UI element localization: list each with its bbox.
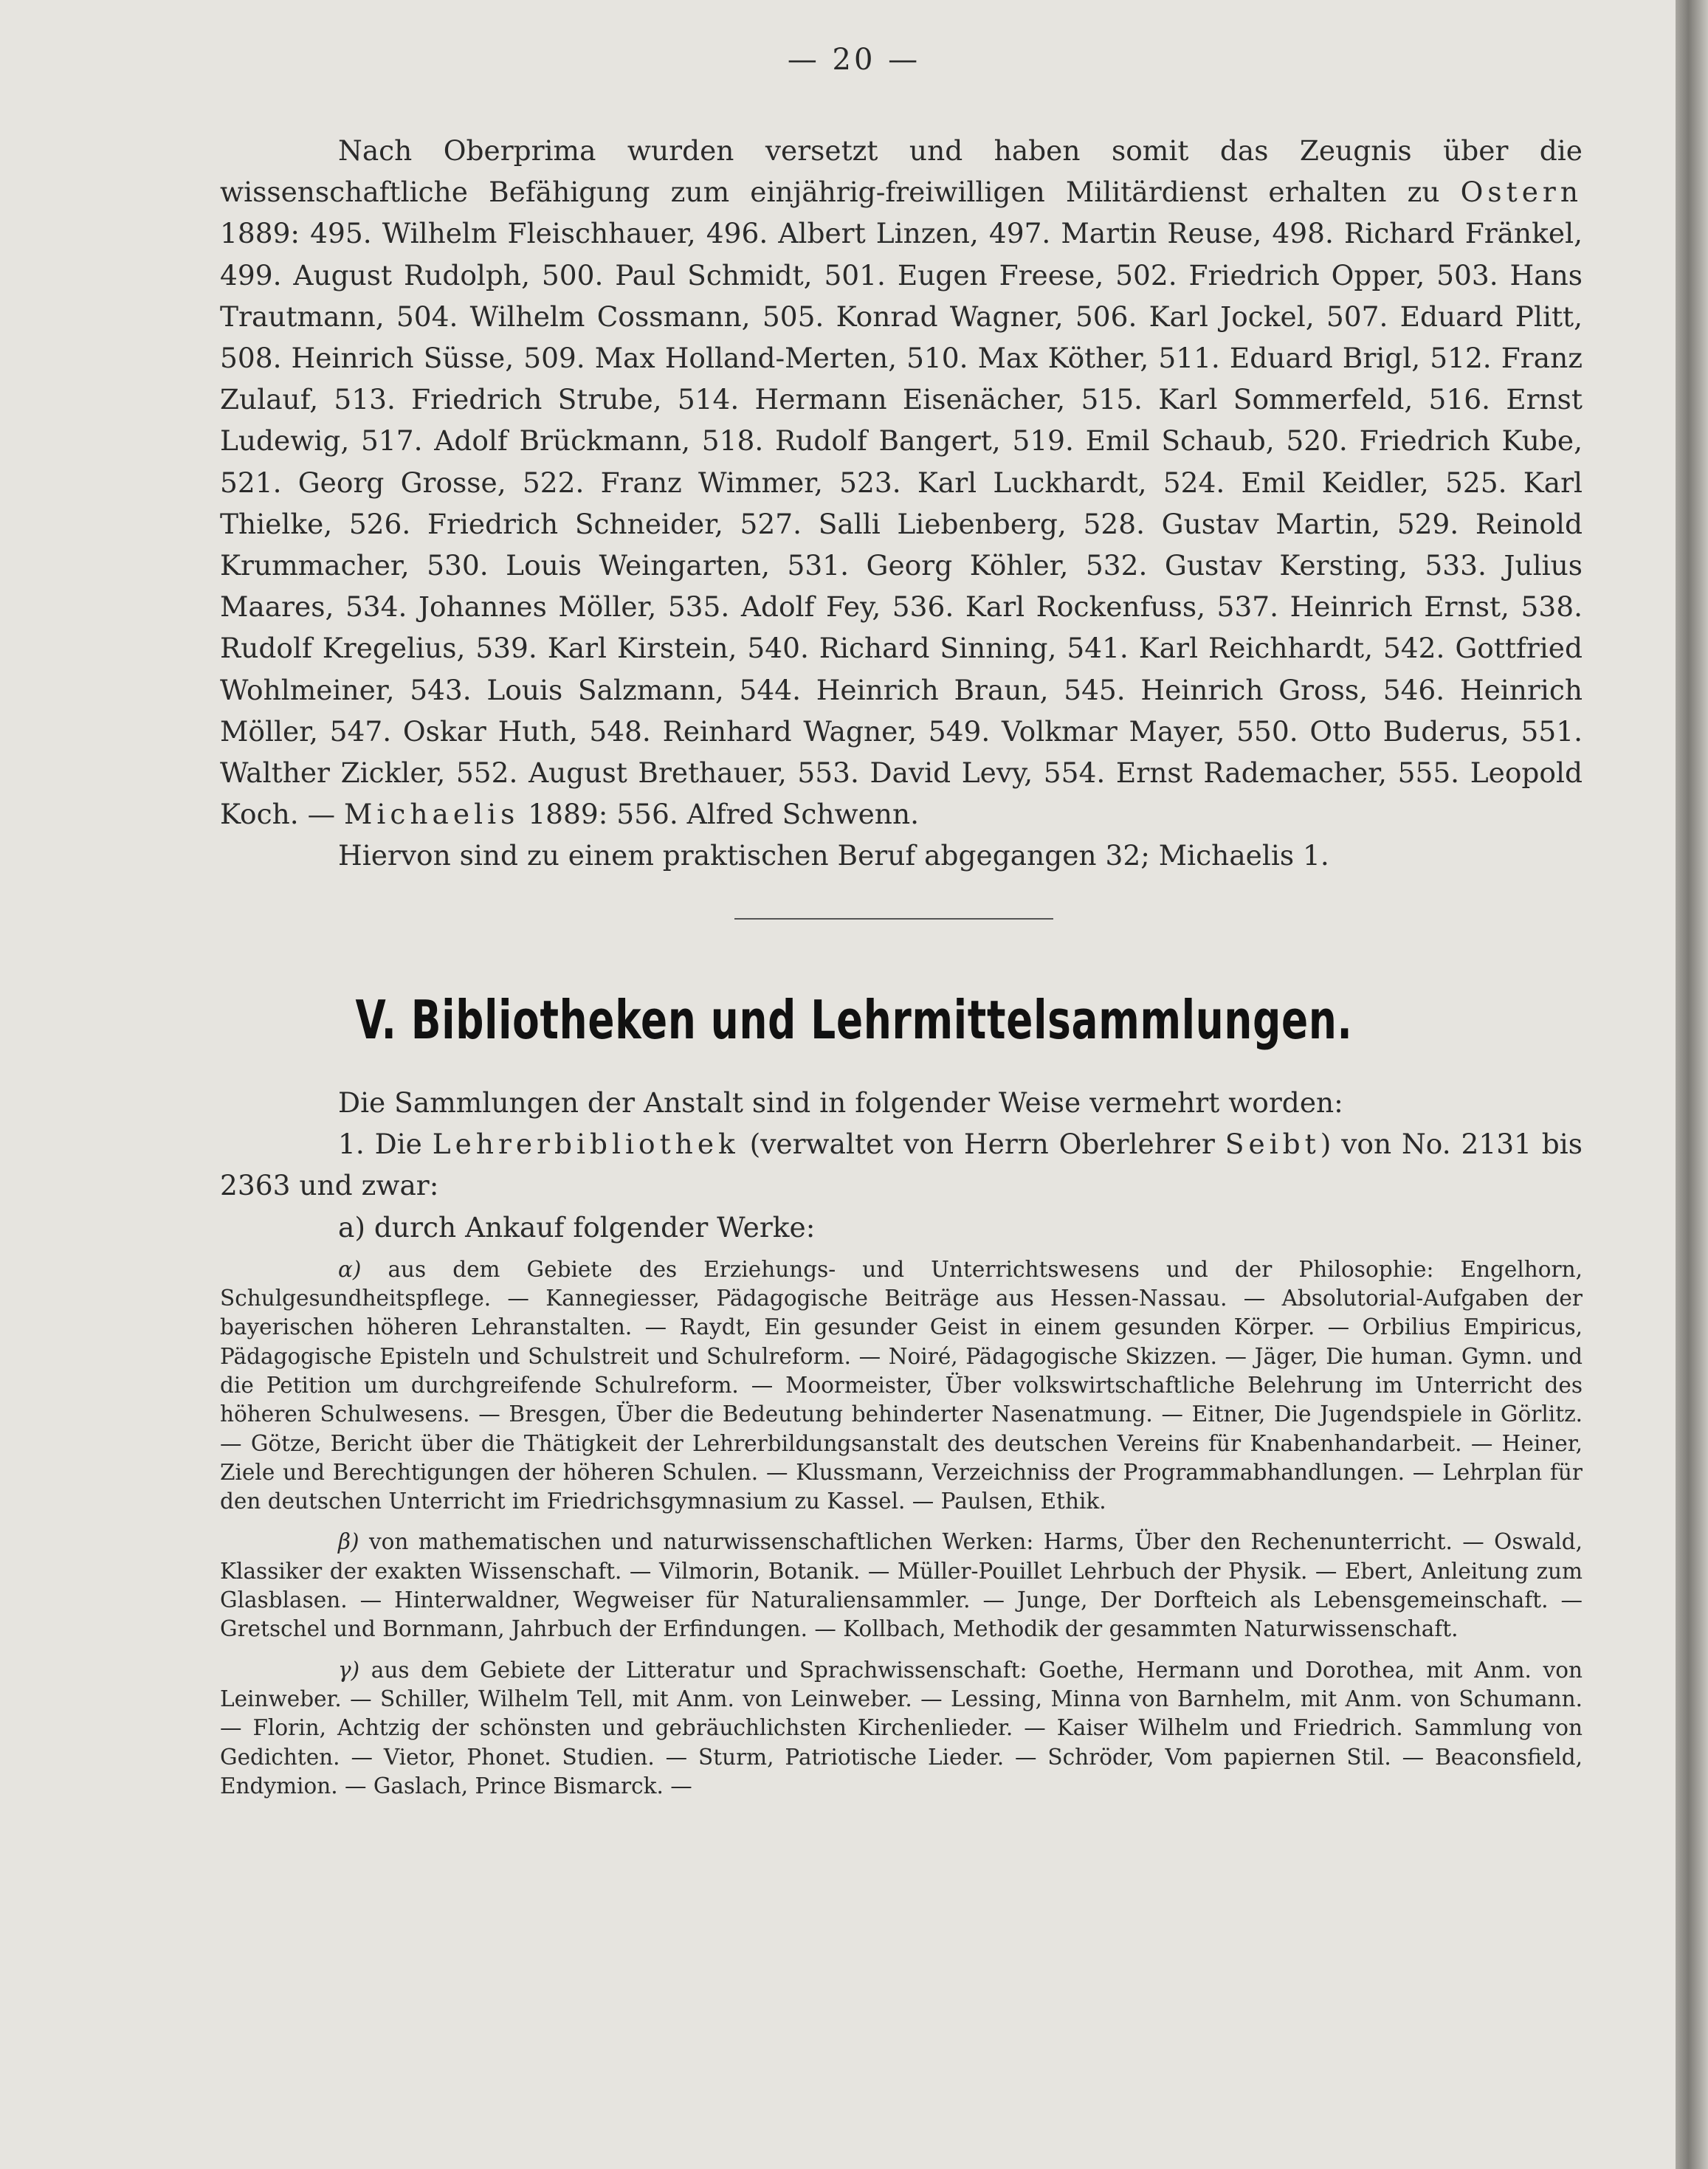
- section-intro: Die Sammlungen der Anstalt sind in folgender Weise vermehrt worden:: [338, 1086, 1343, 1119]
- beta-paragraph: [220, 1528, 1583, 1644]
- beta-marker: β): [338, 1529, 359, 1555]
- term-michaelis: Michaelis: [344, 798, 520, 831]
- michaelis-list: 1889: 556. Alfred Schwenn.: [528, 798, 920, 831]
- departures-line: Hiervon sind zu einem praktischen Beruf abgegangen 32; Michaelis 1.: [338, 839, 1329, 872]
- library-section: [220, 1082, 1583, 1801]
- item1-paragraph: [220, 1123, 1583, 1206]
- page-number: — 20 —: [787, 43, 921, 77]
- beta-text: von mathematischen und naturwissenschaftlichen Werken: Harms, Über den Rechenunterricht. — Oswald, Klassiker der exakten Wissenschaft. — Vilmorin, Botanik. — Müller-Pouillet Lehrbuch der Physik. — Ebert, Anleitung zum Glasblasen. — Hinterwaldner, Wegweiser für Naturaliensammler. — Junge, Der Dorfteich als Lebensgemeinschaft. — Gretschel und Bornmann, Jahrbuch der Erfindungen. — Kollbach, Methodik der gesammten Naturwissenschaft.: [220, 1529, 1583, 1642]
- page-edge-shadow: [1676, 0, 1708, 2169]
- promotion-intro: Nach Oberprima wurden versetzt und haben somit das Zeugnis über die wissenschaftliche Befähigung zum einjährig-freiwilligen Militärdienst erhalten zu: [220, 134, 1583, 209]
- item1-name: Lehrerbibliothek: [432, 1128, 740, 1161]
- section-divider: [734, 918, 1053, 920]
- gamma-text: aus dem Gebiete der Litteratur und Sprachwissenschaft: Goethe, Hermann und Dorothea, mit Anm. von Leinweber. — Schiller, Wilhelm Tell, mit Anm. von Leinweber. — Lessing, Minna von Barnhelm, mit Anm. von Schumann. — Florin, Achtzig der schönsten und gebräuchlichsten Kirchenlieder. — Kaiser Wilhelm und Friedrich. Sammlung von Gedichten. — Vietor, Phonet. Studien. — Sturm, Patriotische Lieder. — Schröder, Vom papiernen Stil. — Beaconsfield, Endymion. — Gaslach, Prince Bismarck. —: [220, 1657, 1583, 1799]
- promotion-paragraph: [220, 130, 1583, 835]
- alpha-marker: α): [338, 1256, 362, 1282]
- alpha-text: aus dem Gebiete des Erziehungs- und Unterrichtswesens und der Philosophie: Engelhorn, Schulgesundheitspflege. — Kannegiesser, Pädagogische Beiträge aus Hessen-Nassau. — Absolutorial-Aufgaben der bayerischen höheren Lehranstalten. — Raydt, Ein gesunder Geist in einem gesunden Körper. — Orbilius Empiricus, Pädagogische Episteln und Schulstreit und Schulreform. — Noiré, Pädagogische Skizzen. — Jäger, Die human. Gymn. und die Petition um durchgreifende Schulreform. — Moormeister, Über volkswirtschaftliche Belehrung im Unterricht des höheren Schulwesens. — Bresgen, Über die Bedeutung behinderter Nasenatmung. — Eitner, Die Jugendspiele in Görlitz. — Götze, Bericht über die Thätigkeit der Lehrerbildungsanstalt des deutschen Vereins für Knabenhandarbeit. — Heiner, Ziele und Berechtigungen der höheren Schulen. — Klussmann, Verzeichniss der Programmabhandlungen. — Lehrplan für den deutschen Unterricht im Friedrichsgymnasium zu Kassel. — Paulsen, Ethik.: [220, 1256, 1583, 1514]
- term-ostern: Ostern: [1460, 176, 1583, 209]
- item1-person: Seibt: [1225, 1128, 1320, 1161]
- gamma-paragraph: [220, 1656, 1583, 1801]
- promotion-section: [220, 130, 1583, 877]
- promotion-list: 1889: 495. Wilhelm Fleischhauer, 496. Albert Linzen, 497. Martin Reuse, 498. Richard Fränkel, 499. August Rudolph, 500. Paul Schmidt, 501. Eugen Freese, 502. Friedrich Opper, 503. Hans Trautmann, 504. Wilhelm Cossmann, 505. Konrad Wagner, 506. Karl Jockel, 507. Eduard Plitt, 508. Heinrich Süsse, 509. Max Holland-Merten, 510. Max Köther, 511. Eduard Brigl, 512. Franz Zulauf, 513. Friedrich Strube, 514. Hermann Eisenächer, 515. Karl Sommerfeld, 516. Ernst Ludewig, 517. Adolf Brückmann, 518. Rudolf Bangert, 519. Emil Schaub, 520. Friedrich Kube, 521. Georg Grosse, 522. Franz Wimmer, 523. Karl Luckhardt, 524. Emil Keidler, 525. Karl Thielke, 526. Friedrich Schneider, 527. Salli Liebenberg, 528. Gustav Martin, 529. Reinold Krummacher, 530. Louis Weingarten, 531. Georg Köhler, 532. Gustav Kersting, 533. Julius Maares, 534. Johannes Möller, 535. Adolf Fey, 536. Karl Rockenfuss, 537. Heinrich Ernst, 538. Rudolf Kregelius, 539. Karl Kirstein, 540. Richard Sinning, 541. Karl Reichhardt, 542. Gottfried Wohlmeiner, 543. Louis Salzmann, 544. Heinrich Braun, 545. Heinrich Gross, 546. Heinrich Möller, 547. Oskar Huth, 548. Reinhard Wagner, 549. Volkmar Mayer, 550. Otto Buderus, 551. Walther Zickler, 552. August Brethauer, 553. David Levy, 554. Ernst Rademacher, 555. Leopold Koch. —: [220, 217, 1583, 831]
- gamma-marker: γ): [338, 1657, 360, 1683]
- alpha-paragraph: [220, 1255, 1583, 1517]
- sub-a-line: a) durch Ankauf folgender Werke:: [338, 1210, 816, 1244]
- item1-rest: ) von No. 2131 bis 2363 und zwar:: [220, 1128, 1583, 1202]
- item1-prefix: 1. Die: [338, 1128, 422, 1161]
- section-title: V. Bibliotheken und Lehrmittelsammlungen.: [355, 989, 1353, 1051]
- item1-mid: (verwaltet von Herrn Oberlehrer: [749, 1128, 1215, 1161]
